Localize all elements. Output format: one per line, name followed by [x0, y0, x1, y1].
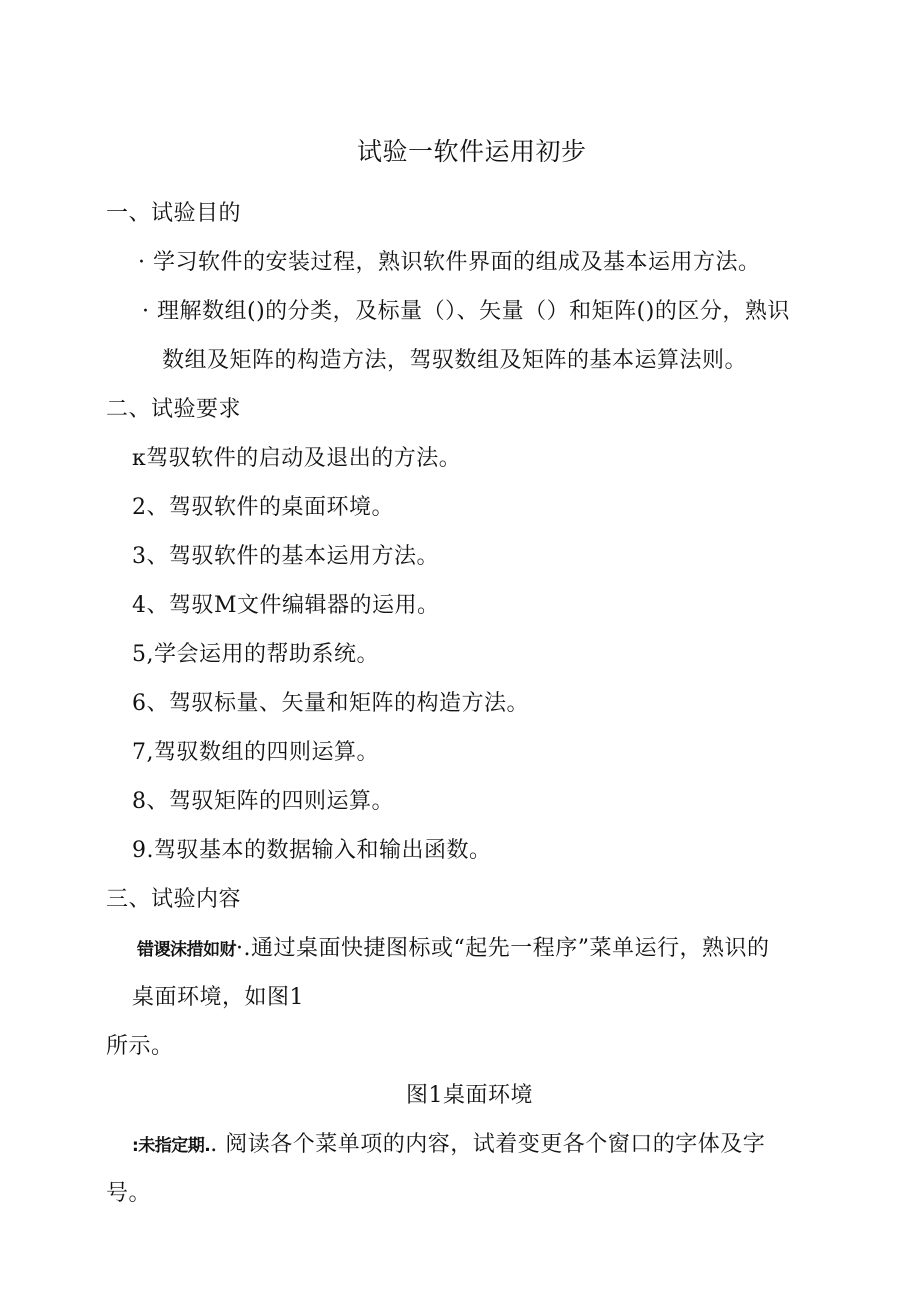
requirement-item-5: 5,学会运用的帮助系统。 [132, 642, 379, 667]
section3-heading: 三、试验内容 [106, 887, 242, 912]
content-para2-line2: 号。 [106, 1181, 152, 1206]
content-para1-line3: 所示。 [106, 1034, 174, 1059]
document-title: 试验一软件运用初步 [357, 137, 587, 166]
content-para1-line1 [137, 934, 769, 965]
section1-heading: 一、试验目的 [106, 201, 242, 226]
section1-bullet1: · 学习软件的安装过程，熟识软件界面的组成及基本运用方法。 [138, 250, 761, 275]
requirement-item-7: 7,驾驭数组的四则运算。 [132, 740, 379, 765]
content-para2-tag: :未指定期. [132, 1136, 211, 1156]
section1-bullet2-line1: · 理解数组()的分类，及标量（）、矢量（）和矩阵()的区分，熟识 [142, 299, 790, 324]
requirement-item-1: κ驾驭软件的启动及退出的方法。 [132, 446, 462, 471]
requirement-item-8: 8、驾驭矩阵的四则运算。 [132, 789, 394, 814]
section2-heading: 二、试验要求 [106, 397, 242, 422]
content-para1-line2: 桌面环境，如图1 [132, 985, 304, 1010]
requirement-item-2: 2、驾驭软件的桌面环境。 [132, 495, 394, 520]
content-para1-tag: 错谡沫措如财 [137, 940, 236, 960]
content-para2-line1 [132, 1130, 765, 1161]
requirement-item-9: 9.驾驭基本的数据输入和输出函数。 [132, 838, 492, 863]
content-para2-text: . 阅读各个菜单项的内容，试着变更各个窗口的字体及字 [210, 1132, 766, 1157]
section1-bullet2-line2: 数组及矩阵的构造方法，驾驭数组及矩阵的基本运算法则。 [162, 348, 748, 373]
requirement-item-4: 4、驾驭M文件编辑器的运用。 [132, 593, 440, 618]
figure-caption: 图1桌面环境 [406, 1083, 533, 1108]
requirement-item-3: 3、驾驭软件的基本运用方法。 [132, 544, 439, 569]
requirement-item-6: 6、驾驭标量、矢量和矩阵的构造方法。 [132, 691, 529, 716]
content-para1-text: ·.通过桌面快捷图标或“起先一程序”菜单运行，熟识的 [236, 936, 770, 961]
